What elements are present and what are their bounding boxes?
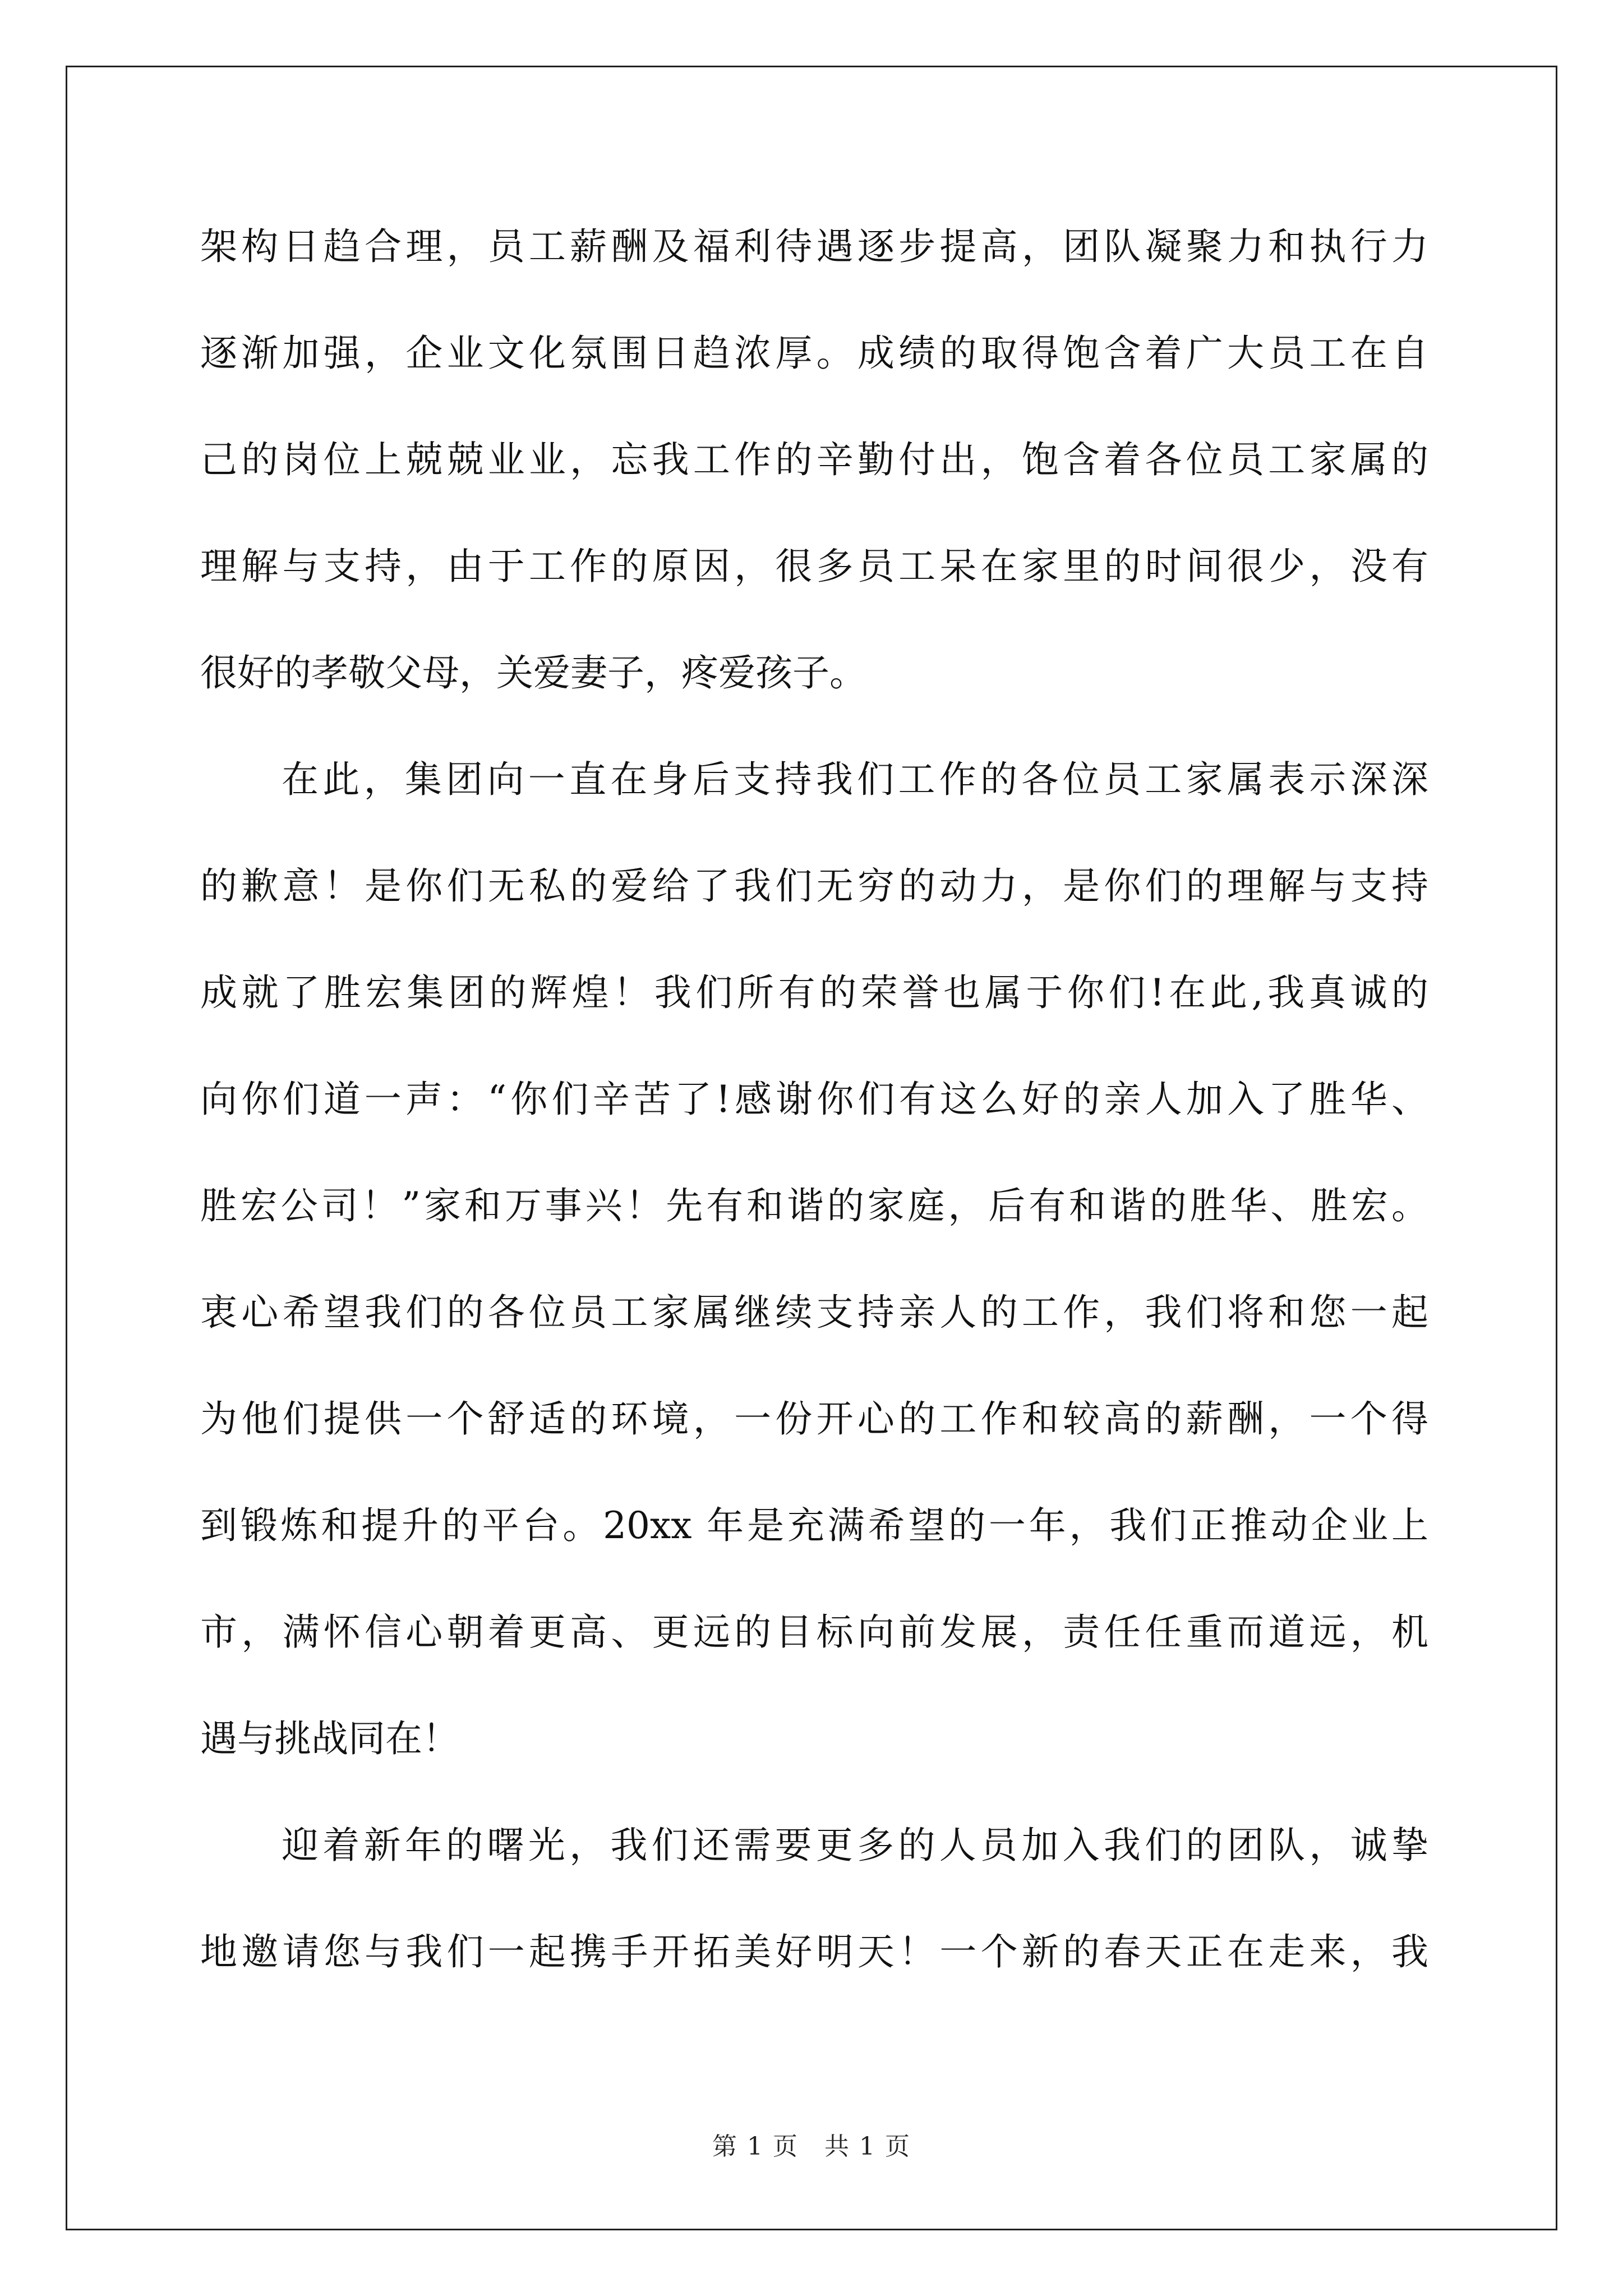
text-line: 衷心希望我们的各位员工家属继续支持亲人的工作，我们将和您一起 [200, 1291, 1428, 1334]
text-line: 向你们道一声：“你们辛苦了!感谢你们有这么好的亲人加入了胜华、 [200, 1078, 1428, 1121]
text-line: 逐渐加强，企业文化氛围日趋浓厚。成绩的取得饱含着广大员工在自 [200, 332, 1428, 375]
text-line: 地邀请您与我们一起携手开拓美好明天！一个新的春天正在走来，我 [200, 1930, 1428, 1973]
page-number-footer: 第 1 页 共 1 页 [712, 2132, 911, 2161]
text-line: 遇与挑战同在！ [200, 1717, 459, 1760]
text-line: 的歉意！是你们无私的爱给了我们无穷的动力，是你们的理解与支持 [200, 864, 1428, 908]
text-line: 成就了胜宏集团的辉煌！我们所有的荣誉也属于你们!在此,我真诚的 [200, 971, 1428, 1014]
document-body [200, 194, 1428, 2005]
text-line: 己的岗位上兢兢业业，忘我工作的辛勤付出，饱含着各位员工家属的 [200, 438, 1428, 481]
paragraph-first-line: 在此，集团向一直在身后支持我们工作的各位员工家属表示深深 [282, 758, 1428, 801]
text-line: 为他们提供一个舒适的环境，一份开心的工作和较高的薪酬，一个得 [200, 1397, 1428, 1441]
text-line: 很好的孝敬父母，关爱妻子，疼爱孩子。 [200, 651, 866, 694]
text-line: 到锻炼和提升的平台。20xx 年是充满希望的一年，我们正推动企业上 [200, 1504, 1428, 1547]
text-line: 胜宏公司！”家和万事兴！先有和谐的家庭，后有和谐的胜华、胜宏。 [200, 1184, 1428, 1227]
text-line: 架构日趋合理，员工薪酬及福利待遇逐步提高，团队凝聚力和执行力 [200, 225, 1428, 268]
text-line: 市，满怀信心朝着更高、更远的目标向前发展，责任任重而道远，机 [200, 1611, 1428, 1654]
paragraph-first-line: 迎着新年的曙光，我们还需要更多的人员加入我们的团队，诚挚 [282, 1824, 1428, 1867]
text-line: 理解与支持，由于工作的原因，很多员工呆在家里的时间很少，没有 [200, 545, 1428, 588]
